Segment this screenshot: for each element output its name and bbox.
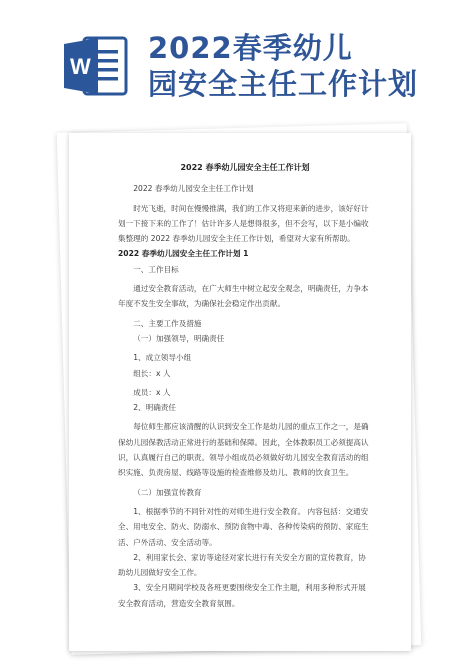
header [0,0,474,120]
title-line-1: 2022春季幼儿 [148,31,353,65]
heading-publicity: （二）加强宣传教育 [133,487,202,497]
goals-paragraph: 通过安全教育活动，在广大师生中树立起安全观念，明确责任，力争本年度不发生安全事故，为确保社会稳定作出贡献。 [118,284,369,309]
responsibility-paragraph: 每位师生都应该清醒的认识到安全工作是幼儿园的重点工作之一，是确保幼儿园保教活动正常进行的基础和保障。因此，全体教职员工必须提高认识，认真履行自己的职责。领导小组成员必须做好幼儿园安全教育活动的组织实施、负责房屋、线路等设施的检查维修及幼儿、教师的饮食卫生。 [118,422,369,478]
publicity-item-1: 1、根据季节的不同针对性的对师生进行安全教育。 内容包括：交通安全、用电安全、防火、防溺水、预防食物中毒、各种传染病的预防、家庭生活、户外活动、安全活动等。 [118,506,369,547]
section-heading: 2022 春季幼儿园安全主任工作计划 1 [118,249,249,259]
heading-measures: 二、主要工作及措施 [133,318,202,328]
intro-paragraph: 时光飞逝，时间在慢慢推满，我们的工作又将迎来新的进步，该好好计划一下接下来的工作了！估计许多人是想得很多，但不会写，以下是小编收集整理的 2022 春季幼儿园安全主任工作计划，希望对大家有所帮助。 [118,203,369,244]
item-responsibility: 2、明确责任 [133,403,176,413]
word-document-icon [62,34,128,98]
title-line-2: 园安全主任工作计划 [148,67,419,101]
document-body [118,160,372,611]
document-subtitle: 2022 春季幼儿园安全主任工作计划 [133,184,254,194]
leader-line: 组长：x 人 [133,368,171,378]
svg-text:W: W [70,54,91,79]
publicity-item-2: 2、利用家长会、家访等途径对家长进行有关安全方面的宣传教育，协助幼儿园做好安全工作。 [118,552,366,578]
document-title: 2022 春季幼儿园安全主任工作计划 [180,163,310,172]
heading-goals: 一、工作目标 [133,264,179,274]
item-leadership-group: 1、成立领导小组 [133,353,192,363]
member-line: 成员：x 人 [133,387,171,397]
publicity-item-3: 3、安全月期间学校及各班更要围绕安全工作主题，利用多种形式开展安全教育活动，营造安全教育氛围。 [118,583,366,608]
page-title [148,30,468,102]
heading-leadership: （一）加强领导，明确责任 [133,333,225,343]
